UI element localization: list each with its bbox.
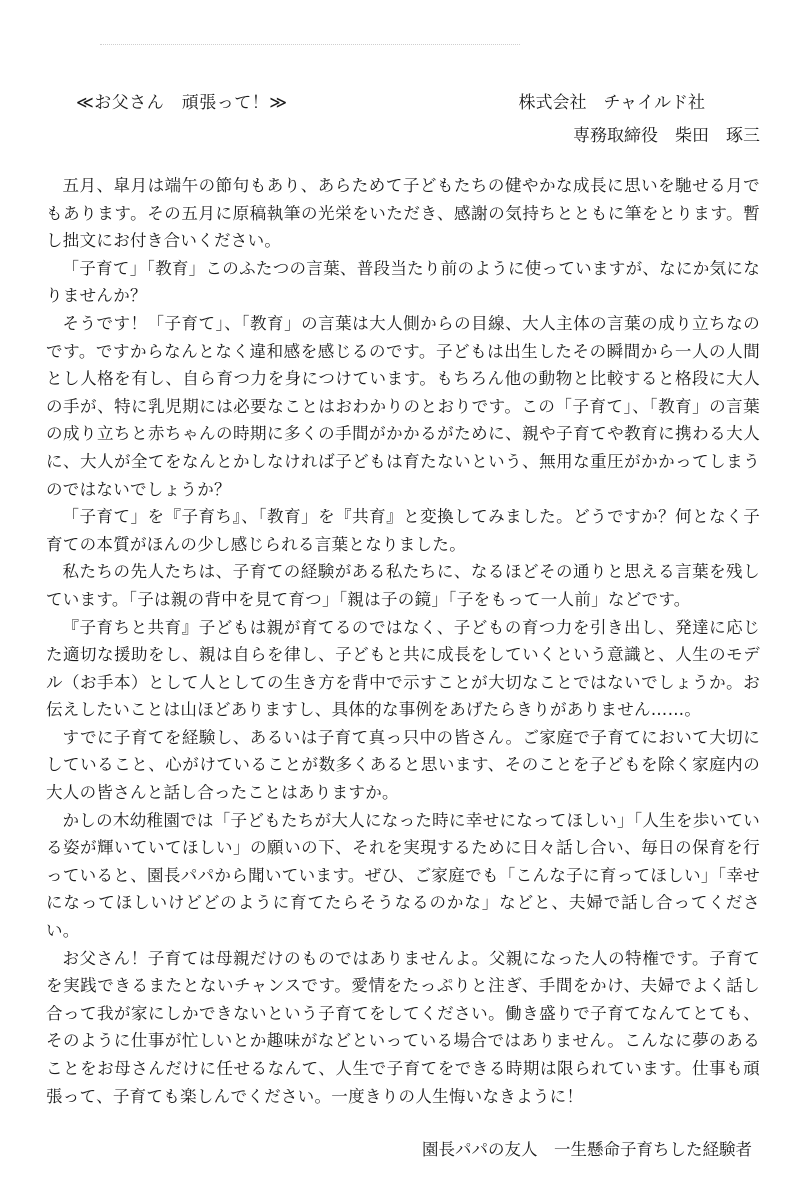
paragraph-7: すでに子育てを経験し、あるいは子育て真っ只中の皆さん。ご家庭で子育てにおいて大切にしていること、心がけていることが数多くあると思います、そのことを子どもを除く家庭内の大人の皆さんと話し合ったことはありますか。 xyxy=(46,727,760,803)
paragraph-5: 私たちの先人たちは、子育ての経験がある私たちに、なるほどその通りと思える言葉を残しています。「子は親の背中を見て育つ」「親は子の鏡」「子をもって一人前」などです。 xyxy=(46,562,760,609)
paragraph-8: かしの木幼稚園では「子どもたちが大人になった時に幸せになってほしい」「人生を歩いている姿が輝いていてほしい」の願いの下、それを実現するために日々話し合い、毎日の保育を行っていると、園長パパから聞いています。ぜひ、ご家庭でも「こんな子に育ってほしい」「幸せになってほしいけどどのように育てたらそうなるのかな」などと、夫婦で話し合ってください。 xyxy=(46,810,760,941)
paragraph-4: 「子育て」を『子育ち』、「教育」を『共育』と変換してみました。どうですか？何となく子育ての本質がほんの少し感じられる言葉となりました。 xyxy=(46,507,760,554)
paragraph-3: そうです！「子育て」、「教育」の言葉は大人側からの目線、大人主体の言葉の成り立ちなのです。ですからなんとなく違和感を感じるのです。子どもは出生したその瞬間から一人の人間とし人格を有し、自ら育つ力を身につけています。もちろん他の動物と比較すると格段に大人の手が、特に乳児期には必要なことはおわかりのとおりです。この「子育て」、「教育」の言葉の成り立ちと赤ちゃんの時期に多くの手間がかかるがために、親や子育てや教育に携わる大人に、大人が全てをなんとかしなければ子どもは育たないという、無用な重圧がかかってしまうのではないでしょうか？ xyxy=(46,313,760,499)
article-body xyxy=(46,172,760,1110)
paragraph-2: 「子育て」「教育」このふたつの言葉、普段当たり前のように使っていますが、なにか気になりませんか？ xyxy=(46,258,760,306)
paragraph-1: 五月、皐月は端午の節句もあり、あらためて子どもたちの健やかな成長に思いを馳せる月でもあります。その五月に原稿執筆の光栄をいただき、感謝の気持ちとともに筆をとります。暫し拙文にお付き合いください。 xyxy=(46,176,760,251)
author-name: 専務取締役 柴田 琢三 xyxy=(573,126,760,146)
paragraph-6: 『子育ちと共育』子どもは親が育てるのではなく、子どもの育つ力を引き出し、発達に応じた適切な援助をし、親は自らを律し、子どもと共に成長をしていくという意識と、人生のモデル（お手本）として人としての生き方を背中で示すことが大切なことではないでしょうか。お伝えしたいことは山ほどありますし、具体的な事例をあげたらきりがありません……。 xyxy=(46,617,760,720)
signature: 園長パパの友人 一生懸命子育ちした経験者 xyxy=(422,1140,752,1159)
company-name: 株式会社 チャイルド社 xyxy=(518,93,705,113)
scan-artifact-line xyxy=(100,44,520,45)
paragraph-9: お父さん！子育ては母親だけのものではありませんよ。父親になった人の特権です。子育てを実践できるまたとないチャンスです。愛情をたっぷりと注ぎ、手間をかけ、夫婦でよく話し合って我が家にしかできないという子育てをしてください。働き盛りで子育てなんてとても、そのように仕事が忙しいとか趣味がなどといっている場合ではありません。こんなに夢のあることをお母さんだけに任せるなんて、人生で子育てをできる時期は限られています。仕事も頑張って、子育ても楽しんでください。一度きりの人生悔いなきように！ xyxy=(46,948,760,1106)
article-title: ≪お父さん 頑張って！≫ xyxy=(76,93,288,113)
